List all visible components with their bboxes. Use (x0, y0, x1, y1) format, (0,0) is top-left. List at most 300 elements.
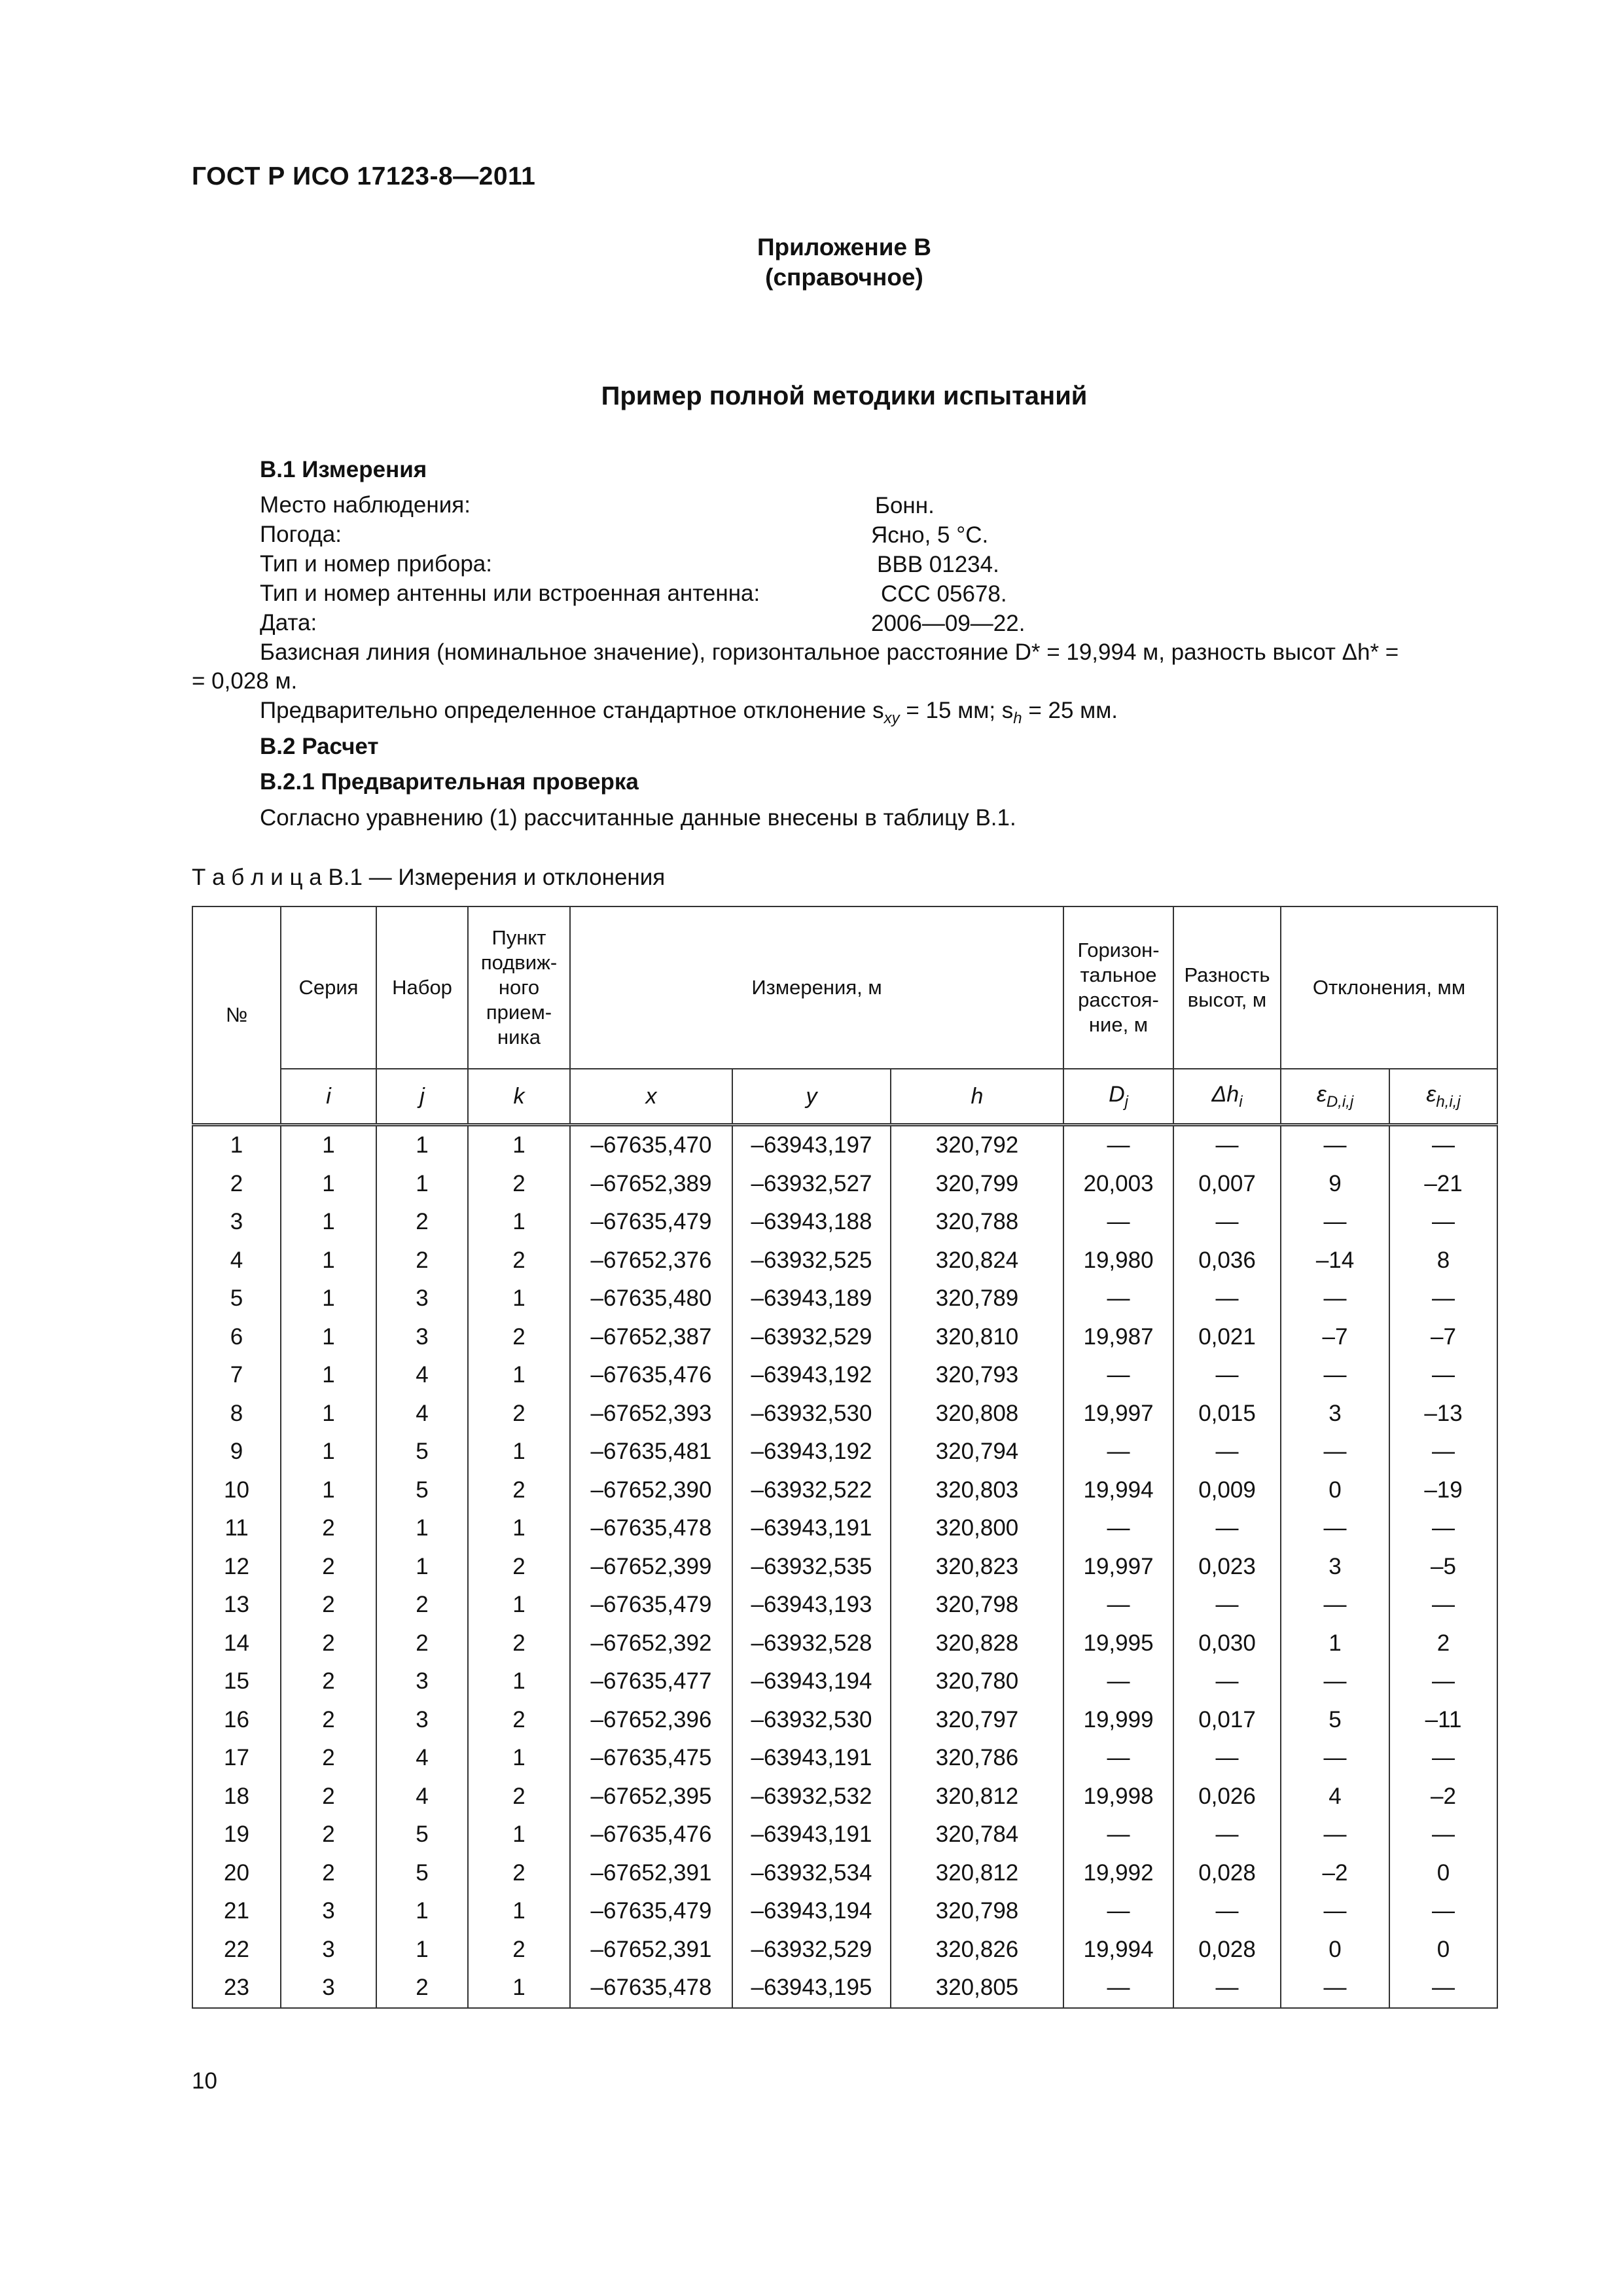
table-cell: 1 (376, 1509, 468, 1548)
table-cell: 20,003 (1063, 1165, 1173, 1204)
table-cell: — (1389, 1739, 1497, 1778)
table-cell: 19,997 (1063, 1548, 1173, 1587)
table-cell: 11 (192, 1509, 281, 1548)
table-cell: –67635,479 (570, 1203, 732, 1242)
table-cell: 0 (1281, 1931, 1389, 1969)
table-cell: –67652,376 (570, 1242, 732, 1280)
table-cell: — (1173, 1509, 1281, 1548)
table-cell: –67635,476 (570, 1816, 732, 1854)
section-b1-heading: В.1 Измерения (260, 457, 427, 482)
table-cell: — (1281, 1356, 1389, 1395)
table-cell: 1 (281, 1395, 376, 1433)
table-cell: 19,994 (1063, 1471, 1173, 1510)
table-cell: –63943,189 (732, 1280, 891, 1318)
table-cell: 9 (1281, 1165, 1389, 1204)
table-cell: 0,030 (1173, 1624, 1281, 1663)
table-cell: 3 (281, 1931, 376, 1969)
table-cell: — (1173, 1586, 1281, 1624)
table-cell: –63932,532 (732, 1778, 891, 1816)
subheader-y: y (732, 1069, 891, 1125)
table-cell: — (1173, 1662, 1281, 1701)
table-cell: –63932,535 (732, 1548, 891, 1587)
table-cell: 18 (192, 1778, 281, 1816)
table-cell: — (1173, 1280, 1281, 1318)
table-cell: 4 (1281, 1778, 1389, 1816)
table-cell: 17 (192, 1739, 281, 1778)
table-cell: 2 (376, 1586, 468, 1624)
table-cell: — (1389, 1892, 1497, 1931)
table-cell: — (1063, 1969, 1173, 2008)
table-row (192, 1125, 1497, 1165)
std-deviation-text: Предварительно определенное стандартное отклонение $s_{xy} = 15$ мм; $s_h = 25$ мм. (260, 698, 1118, 727)
table-row (192, 1318, 1497, 1357)
table-cell: –63932,522 (732, 1471, 891, 1510)
baseline-text: Базисная линия (номинальное значение), горизонтальное расстояние D* = 19,994 м, разность высот Δh* = (260, 639, 1399, 665)
table-row (192, 1969, 1497, 2008)
table-cell: –5 (1389, 1548, 1497, 1587)
table-row (192, 1662, 1497, 1701)
table-cell: 1 (468, 1125, 570, 1165)
table-cell: 1 (376, 1931, 468, 1969)
table-cell: — (1281, 1586, 1389, 1624)
field-label: Погода: (260, 522, 342, 547)
table-cell: 2 (281, 1662, 376, 1701)
table-cell: 2 (281, 1548, 376, 1587)
table-caption: Т а б л и ц а В.1 — Измерения и отклонения (192, 865, 666, 890)
table-cell: 1 (281, 1203, 376, 1242)
table-cell: 8 (192, 1395, 281, 1433)
table-cell: –67652,393 (570, 1395, 732, 1433)
table-cell: –63932,528 (732, 1624, 891, 1663)
table-cell: — (1389, 1816, 1497, 1854)
table-cell: 1 (468, 1892, 570, 1931)
table-cell: 1 (281, 1471, 376, 1510)
table-cell: 0,026 (1173, 1778, 1281, 1816)
table-cell: 3 (376, 1701, 468, 1740)
table-cell: 1 (468, 1280, 570, 1318)
subheader-j: j (376, 1069, 468, 1125)
col-header-deviations: Отклонения, мм (1281, 906, 1497, 1069)
field-value: ВВВ 01234. (877, 552, 999, 577)
table-cell: 2 (468, 1854, 570, 1893)
table-cell: 3 (281, 1892, 376, 1931)
table-cell: 2 (281, 1586, 376, 1624)
table-cell: –2 (1281, 1854, 1389, 1893)
table-cell: 1 (468, 1586, 570, 1624)
table-cell: 0 (1389, 1854, 1497, 1893)
table-cell: — (1281, 1203, 1389, 1242)
table-cell: 2 (376, 1203, 468, 1242)
table-cell: — (1173, 1739, 1281, 1778)
table-cell: 9 (192, 1433, 281, 1471)
table-row (192, 1778, 1497, 1816)
table-cell: 0,028 (1173, 1931, 1281, 1969)
table-cell: 8 (1389, 1242, 1497, 1280)
table-cell: –63932,530 (732, 1395, 891, 1433)
table-cell: — (1389, 1356, 1497, 1395)
table-cell: — (1063, 1662, 1173, 1701)
table-cell: 10 (192, 1471, 281, 1510)
table-cell: 320,810 (891, 1318, 1063, 1357)
table-cell: 5 (376, 1816, 468, 1854)
table-cell: 2 (376, 1242, 468, 1280)
table-cell: 0,009 (1173, 1471, 1281, 1510)
table-cell: 2 (281, 1624, 376, 1663)
field-label: Место наблюдения: (260, 492, 471, 518)
table-cell: –67652,399 (570, 1548, 732, 1587)
table-cell: 3 (1281, 1548, 1389, 1587)
table-cell: 1 (281, 1125, 376, 1165)
table-cell: 2 (1389, 1624, 1497, 1663)
table-cell: 3 (1281, 1395, 1389, 1433)
table-cell: 5 (376, 1471, 468, 1510)
table-cell: 5 (1281, 1701, 1389, 1740)
field-value: Бонн. (875, 493, 935, 518)
table-cell: –67635,478 (570, 1509, 732, 1548)
field-value: ССС 05678. (881, 581, 1007, 607)
table-cell: 5 (376, 1854, 468, 1893)
table-cell: — (1063, 1356, 1173, 1395)
table-row (192, 1931, 1497, 1969)
table-cell: — (1281, 1892, 1389, 1931)
table-cell: — (1281, 1739, 1389, 1778)
table-cell: 320,805 (891, 1969, 1063, 2008)
table-row (192, 1165, 1497, 1204)
section-b21-heading: В.2.1 Предварительная проверка (260, 769, 639, 795)
table-row (192, 1471, 1497, 1510)
col-header-horizontal-distance: Горизон-тальное расстоя-ние, м (1063, 906, 1173, 1069)
baseline-text-cont: = 0,028 м. (192, 668, 298, 694)
table-cell: — (1173, 1969, 1281, 2008)
table-cell: 7 (192, 1356, 281, 1395)
table-cell: 20 (192, 1854, 281, 1893)
table-cell: –63943,188 (732, 1203, 891, 1242)
table-cell: 1 (376, 1892, 468, 1931)
table-cell: –67635,475 (570, 1739, 732, 1778)
table-cell: — (1389, 1662, 1497, 1701)
table-row (192, 1242, 1497, 1280)
table-cell: 2 (468, 1242, 570, 1280)
table-cell: 0,036 (1173, 1242, 1281, 1280)
table-cell: — (1389, 1203, 1497, 1242)
table-cell: 320,789 (891, 1280, 1063, 1318)
table-cell: –67652,389 (570, 1165, 732, 1204)
table-row (192, 1854, 1497, 1893)
table-cell: 4 (376, 1739, 468, 1778)
table-cell: 2 (281, 1816, 376, 1854)
table-cell: 12 (192, 1548, 281, 1587)
table-cell: 320,826 (891, 1931, 1063, 1969)
table-cell: 320,808 (891, 1395, 1063, 1433)
table-cell: 2 (468, 1931, 570, 1969)
table-cell: 320,799 (891, 1165, 1063, 1204)
table-cell: –67635,470 (570, 1125, 732, 1165)
table-cell: 16 (192, 1701, 281, 1740)
table-cell: 4 (376, 1356, 468, 1395)
table-cell: 4 (376, 1395, 468, 1433)
table-cell: 1 (468, 1662, 570, 1701)
table-row (192, 1203, 1497, 1242)
table-cell: 1 (192, 1125, 281, 1165)
table-cell: — (1063, 1125, 1173, 1165)
table-cell: 320,780 (891, 1662, 1063, 1701)
subheader-i: i (281, 1069, 376, 1125)
table-cell: –67635,479 (570, 1586, 732, 1624)
table-cell: 1 (468, 1203, 570, 1242)
table-cell: 320,800 (891, 1509, 1063, 1548)
table-cell: 1 (281, 1242, 376, 1280)
col-header-height-difference: Разность высот, м (1173, 906, 1281, 1069)
table-cell: 1 (376, 1125, 468, 1165)
table-cell: 5 (376, 1433, 468, 1471)
table-cell: 19,980 (1063, 1242, 1173, 1280)
table-cell: –67652,395 (570, 1778, 732, 1816)
table-cell: 19,995 (1063, 1624, 1173, 1663)
table-cell: — (1173, 1203, 1281, 1242)
page-title: Пример полной методики испытаний (601, 382, 1088, 410)
table-cell: –67652,390 (570, 1471, 732, 1510)
table-cell: –63943,195 (732, 1969, 891, 2008)
table-cell: –67635,479 (570, 1892, 732, 1931)
table-cell: 2 (376, 1969, 468, 2008)
table-cell: –21 (1389, 1165, 1497, 1204)
table-cell: 5 (192, 1280, 281, 1318)
table-cell: 320,792 (891, 1125, 1063, 1165)
table-row (192, 1816, 1497, 1854)
table-cell: 22 (192, 1931, 281, 1969)
table-cell: 1 (468, 1816, 570, 1854)
table-row (192, 1509, 1497, 1548)
table-cell: 2 (192, 1165, 281, 1204)
table-cell: 1 (281, 1318, 376, 1357)
table-cell: 1 (468, 1739, 570, 1778)
table-cell: 320,812 (891, 1854, 1063, 1893)
page-number: 10 (192, 2068, 217, 2094)
table-row (192, 1892, 1497, 1931)
section-b2-heading: В.2 Расчет (260, 734, 379, 759)
table-cell: 1 (281, 1433, 376, 1471)
table-cell: –63932,527 (732, 1165, 891, 1204)
table-cell: — (1063, 1816, 1173, 1854)
table-cell: –63943,194 (732, 1892, 891, 1931)
table-cell: — (1063, 1892, 1173, 1931)
annex-subtitle: (справочное) (765, 264, 923, 291)
col-header-series: Серия (281, 906, 376, 1069)
table-cell: — (1173, 1892, 1281, 1931)
table-cell: –63943,192 (732, 1356, 891, 1395)
table-cell: — (1389, 1586, 1497, 1624)
table-cell: 320,794 (891, 1433, 1063, 1471)
table-cell: 1 (468, 1433, 570, 1471)
b21-text: Согласно уравнению (1) рассчитанные данные внесены в таблицу В.1. (260, 805, 1016, 831)
table-cell: 0 (1281, 1471, 1389, 1510)
table-cell: 0,007 (1173, 1165, 1281, 1204)
table-cell: 6 (192, 1318, 281, 1357)
table-cell: 3 (376, 1318, 468, 1357)
table-cell: –14 (1281, 1242, 1389, 1280)
table-cell: –63943,191 (732, 1509, 891, 1548)
table-cell: –63932,525 (732, 1242, 891, 1280)
table-cell: 320,824 (891, 1242, 1063, 1280)
table-cell: –63932,529 (732, 1318, 891, 1357)
table-cell: — (1281, 1816, 1389, 1854)
table-row (192, 1356, 1497, 1395)
table-cell: 2 (468, 1318, 570, 1357)
table-cell: — (1063, 1509, 1173, 1548)
table-cell: 0,021 (1173, 1318, 1281, 1357)
table-cell: 2 (468, 1701, 570, 1740)
subheader-eps-d: $\varepsilon_{D,i,j}$ (1281, 1069, 1389, 1125)
field-label: Дата: (260, 610, 317, 636)
table-cell: 19 (192, 1816, 281, 1854)
col-header-no: № (192, 906, 281, 1125)
table-cell: –67635,477 (570, 1662, 732, 1701)
table-row (192, 1739, 1497, 1778)
table-cell: — (1281, 1969, 1389, 2008)
table-cell: –19 (1389, 1471, 1497, 1510)
table-cell: 19,998 (1063, 1778, 1173, 1816)
table-cell: 21 (192, 1892, 281, 1931)
table-cell: –63943,197 (732, 1125, 891, 1165)
table-cell: — (1281, 1125, 1389, 1165)
col-header-measurements: Измерения, м (570, 906, 1063, 1069)
table-cell: — (1063, 1203, 1173, 1242)
table-row (192, 1548, 1497, 1587)
table-row (192, 1624, 1497, 1663)
table-cell: — (1173, 1356, 1281, 1395)
table-cell: 1 (468, 1969, 570, 2008)
table-cell: 14 (192, 1624, 281, 1663)
table-cell: 1 (468, 1509, 570, 1548)
table-cell: –63943,192 (732, 1433, 891, 1471)
table-cell: 3 (192, 1203, 281, 1242)
table-cell: 2 (468, 1395, 570, 1433)
table-cell: 320,828 (891, 1624, 1063, 1663)
table-cell: 19,997 (1063, 1395, 1173, 1433)
table-cell: –67635,480 (570, 1280, 732, 1318)
table-cell: –67635,476 (570, 1356, 732, 1395)
table-cell: — (1173, 1433, 1281, 1471)
table-cell: –67652,391 (570, 1854, 732, 1893)
subheader-x: x (570, 1069, 732, 1125)
table-cell: 320,788 (891, 1203, 1063, 1242)
table-row (192, 1433, 1497, 1471)
table-cell: 13 (192, 1586, 281, 1624)
measurements-table (192, 906, 1498, 2009)
table-cell: 1 (281, 1356, 376, 1395)
table-cell: –13 (1389, 1395, 1497, 1433)
table-cell: 0,023 (1173, 1548, 1281, 1587)
table-cell: 2 (468, 1778, 570, 1816)
table-cell: — (1281, 1662, 1389, 1701)
col-header-set: Набор (376, 906, 468, 1069)
table-cell: 320,823 (891, 1548, 1063, 1587)
annex-title: Приложение В (757, 234, 932, 260)
table-cell: — (1281, 1509, 1389, 1548)
table-cell: 1 (468, 1356, 570, 1395)
table-cell: 320,803 (891, 1471, 1063, 1510)
field-value: Ясно, 5 °С. (871, 522, 989, 548)
table-cell: 0 (1389, 1931, 1497, 1969)
table-cell: 320,784 (891, 1816, 1063, 1854)
table-cell: 2 (468, 1471, 570, 1510)
table-cell: 4 (376, 1778, 468, 1816)
table-cell: –67652,387 (570, 1318, 732, 1357)
subheader-eps-h: $\varepsilon_{h,i,j}$ (1389, 1069, 1497, 1125)
table-cell: –67635,481 (570, 1433, 732, 1471)
table-cell: — (1281, 1433, 1389, 1471)
table-cell: — (1063, 1280, 1173, 1318)
table-cell: –63932,534 (732, 1854, 891, 1893)
table-cell: –63943,191 (732, 1816, 891, 1854)
subheader-h: h (891, 1069, 1063, 1125)
table-cell: 1 (1281, 1624, 1389, 1663)
table-cell: –67652,391 (570, 1931, 732, 1969)
subheader-d: $D_j$ (1063, 1069, 1173, 1125)
table-cell: –7 (1281, 1318, 1389, 1357)
table-cell: –67635,478 (570, 1969, 732, 2008)
table-cell: — (1389, 1509, 1497, 1548)
table-row (192, 1701, 1497, 1740)
table-cell: 320,797 (891, 1701, 1063, 1740)
table-cell: — (1173, 1816, 1281, 1854)
table-cell: 2 (376, 1624, 468, 1663)
table-cell: 320,798 (891, 1892, 1063, 1931)
table-cell: –67652,396 (570, 1701, 732, 1740)
table-cell: 4 (192, 1242, 281, 1280)
table-cell: –63943,191 (732, 1739, 891, 1778)
table-cell: –63943,193 (732, 1586, 891, 1624)
table-cell: 0,017 (1173, 1701, 1281, 1740)
table-cell: 0,028 (1173, 1854, 1281, 1893)
table-cell: 15 (192, 1662, 281, 1701)
table-cell: 320,786 (891, 1739, 1063, 1778)
table-cell: –63932,530 (732, 1701, 891, 1740)
table-cell: 320,798 (891, 1586, 1063, 1624)
table-cell: 3 (376, 1280, 468, 1318)
table-cell: –11 (1389, 1701, 1497, 1740)
table-cell: 3 (376, 1662, 468, 1701)
table-cell: –63932,529 (732, 1931, 891, 1969)
table-cell: — (1281, 1280, 1389, 1318)
table-cell: 23 (192, 1969, 281, 2008)
subheader-dh: $\Delta h_i$ (1173, 1069, 1281, 1125)
table-cell: 1 (281, 1280, 376, 1318)
table-cell: — (1063, 1586, 1173, 1624)
table-cell: 2 (281, 1739, 376, 1778)
table-row (192, 1280, 1497, 1318)
table-cell: — (1389, 1125, 1497, 1165)
table-cell: –7 (1389, 1318, 1497, 1357)
document-header: ГОСТ Р ИСО 17123-8—2011 (192, 162, 536, 190)
table-cell: 1 (376, 1548, 468, 1587)
table-cell: — (1389, 1433, 1497, 1471)
table-cell: 2 (468, 1624, 570, 1663)
table-cell: 2 (281, 1509, 376, 1548)
col-header-point: Пункт подвиж-ного прием-ника (468, 906, 570, 1069)
table-cell: 3 (281, 1969, 376, 2008)
table-row (192, 1586, 1497, 1624)
table-cell: 1 (281, 1165, 376, 1204)
table-cell: 19,999 (1063, 1701, 1173, 1740)
subheader-k: k (468, 1069, 570, 1125)
table-cell: –63943,194 (732, 1662, 891, 1701)
table-cell: 1 (376, 1165, 468, 1204)
table-cell: –2 (1389, 1778, 1497, 1816)
table-cell: 19,992 (1063, 1854, 1173, 1893)
table-cell: 2 (281, 1854, 376, 1893)
table-cell: 19,994 (1063, 1931, 1173, 1969)
